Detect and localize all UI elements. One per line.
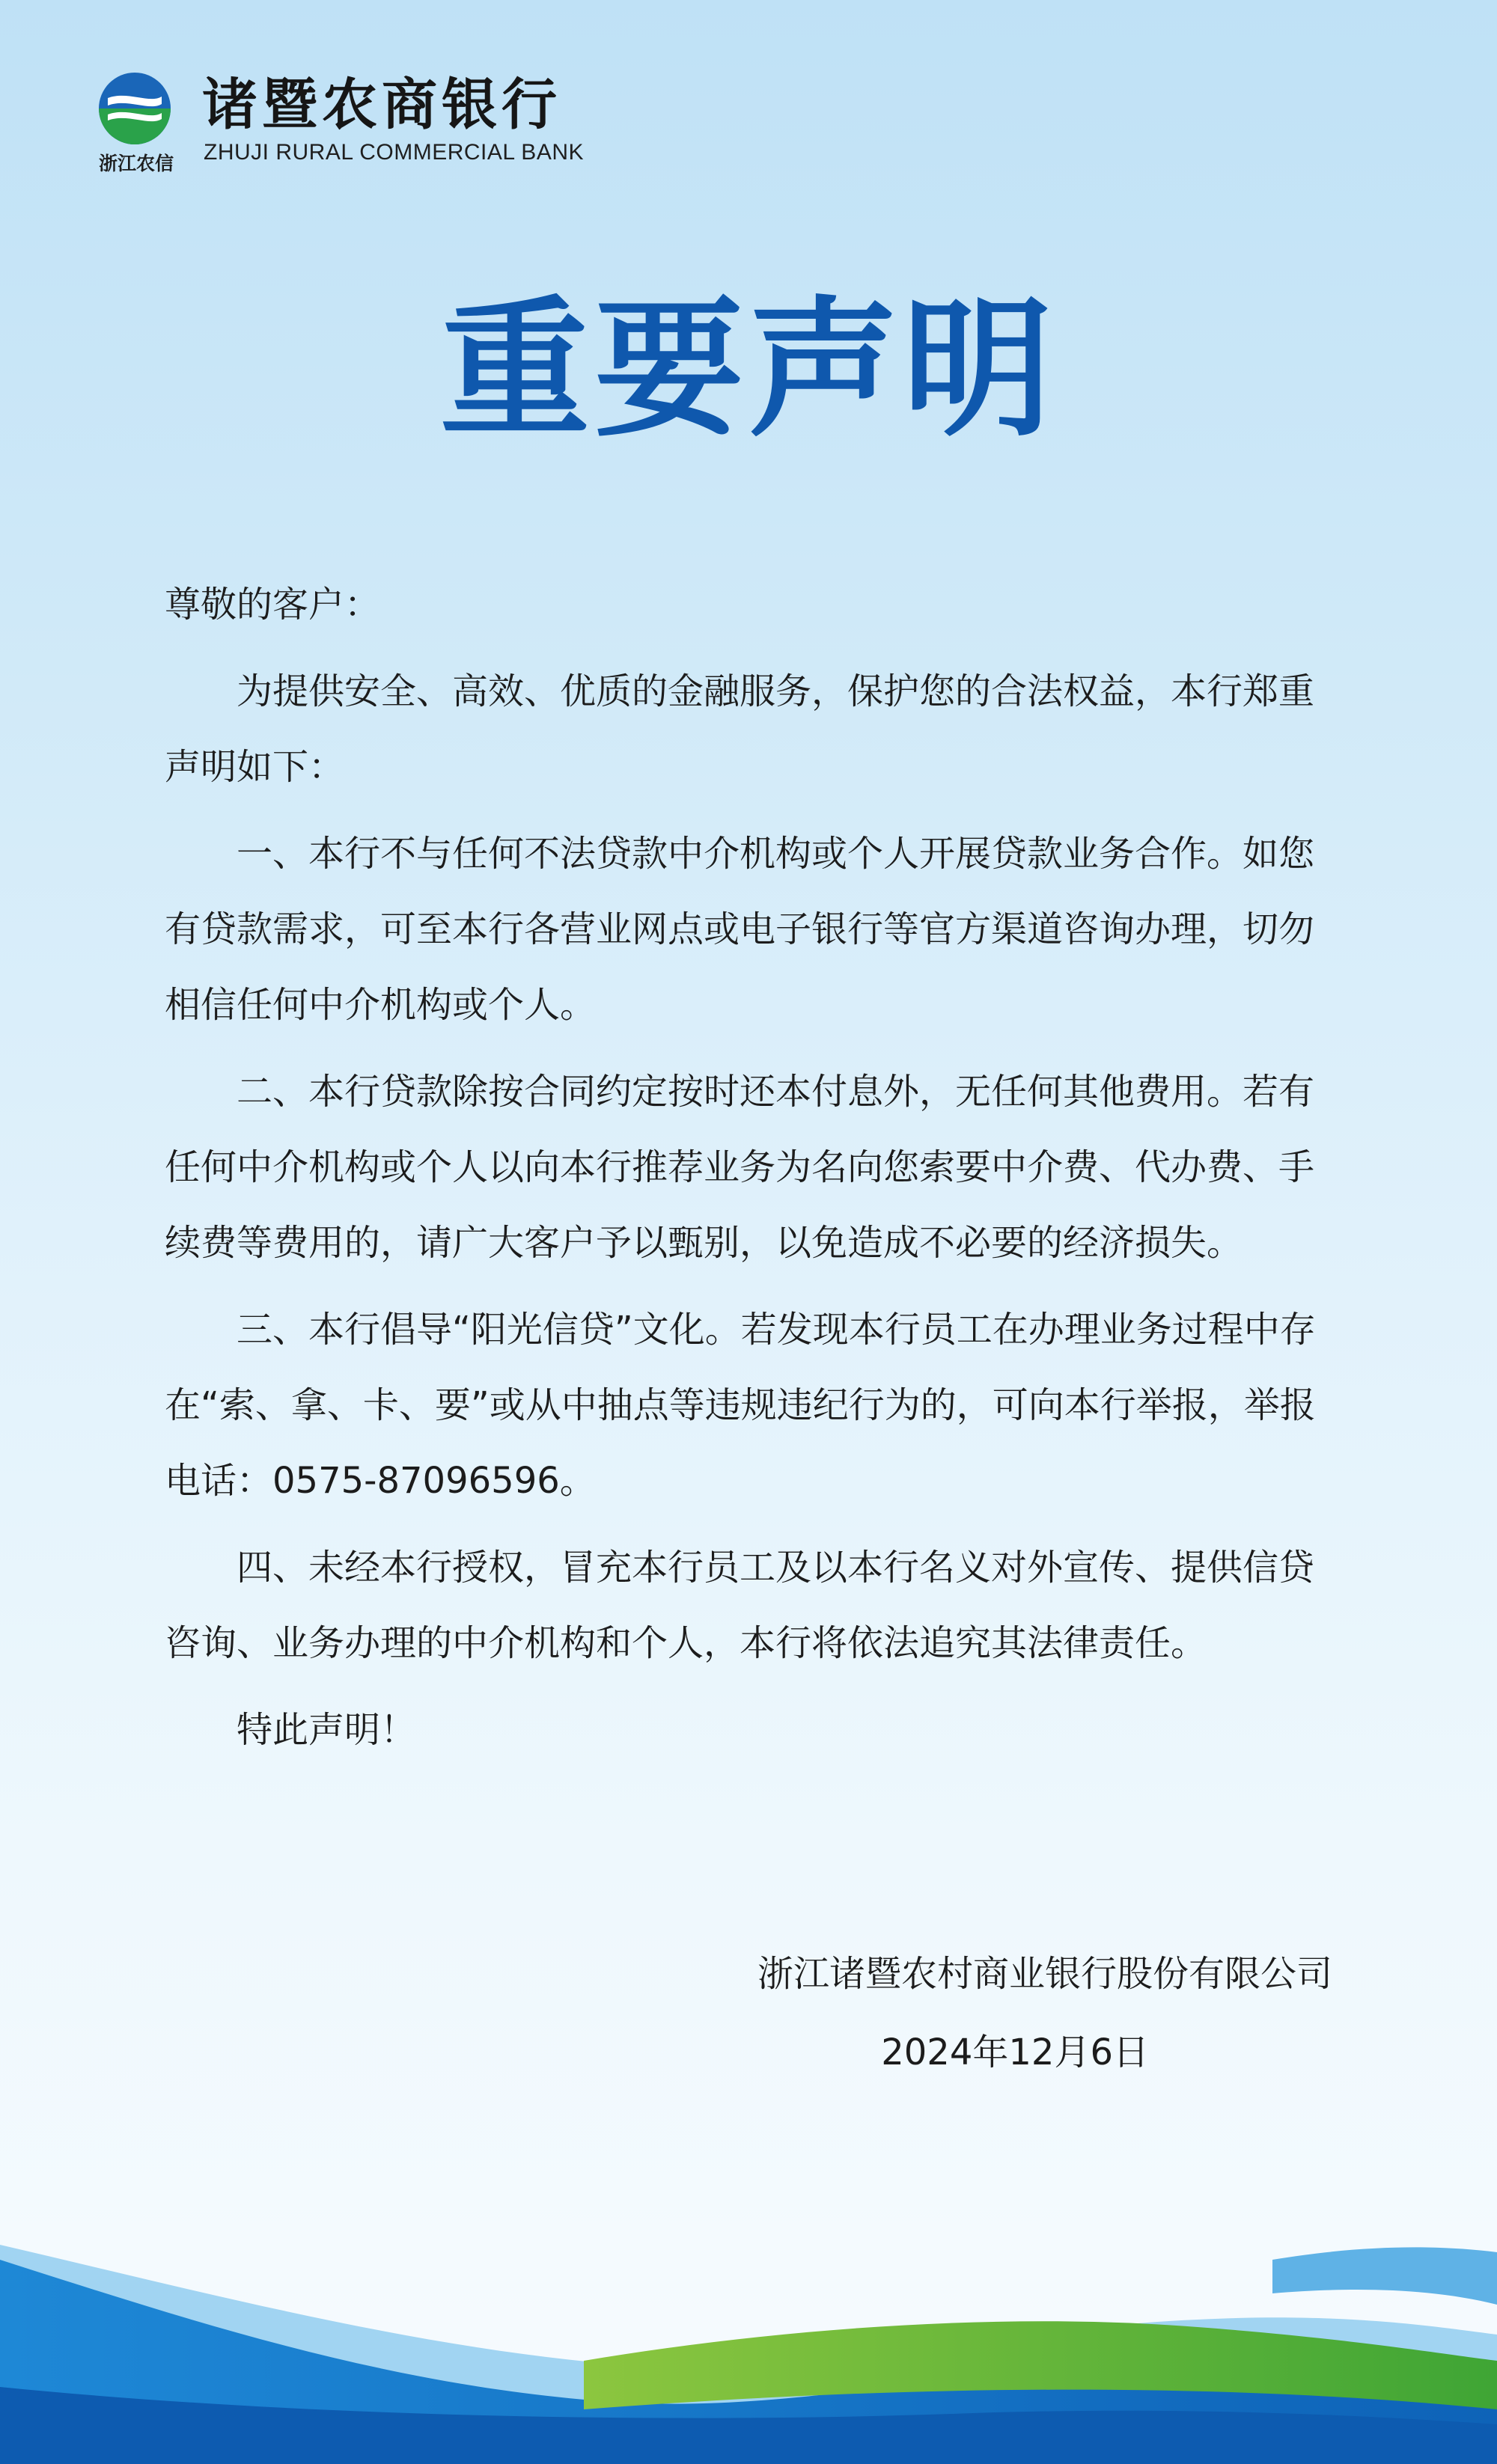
statement-body bbox=[165, 567, 1336, 1768]
signature-organization: 浙江诸暨农村商业银行股份有限公司 bbox=[757, 1953, 1332, 1995]
greeting: 尊敬的客户： bbox=[165, 584, 381, 626]
bank-header bbox=[97, 71, 585, 183]
bank-name-english: ZHUJI RURAL COMMERCIAL BANK bbox=[204, 140, 585, 165]
clause-1: 一、本行不与任何不法贷款中介机构或个人开展贷款业务合作。如您有贷款需求，可至本行各营业网点或电子银行等官方渠道咨询办理，切勿相信任何中介机构或个人。 bbox=[165, 833, 1315, 1026]
clause-4: 四、未经本行授权，冒充本行员工及以本行名义对外宣传、提供信贷咨询、业务办理的中介机构和个人，本行将依法追究其法律责任。 bbox=[165, 1547, 1315, 1664]
clause-2: 二、本行贷款除按合同约定按时还本付息外，无任何其他费用。若有任何中介机构或个人以向本行推荐业务为名向您索要中介费、代办费、手续费等费用的，请广大客户予以甄别，以免造成不必要的经济损失。 bbox=[165, 1071, 1315, 1264]
closing-line: 特此声明！ bbox=[237, 1709, 417, 1751]
logo-subtitle: 浙江农信 bbox=[98, 153, 174, 174]
signature-date: 2024年12月6日 bbox=[881, 2032, 1149, 2073]
zhejiang-rural-credit-logo-icon bbox=[97, 71, 172, 146]
clause-3: 三、本行倡导“阳光信贷”文化。若发现本行员工在办理业务过程中存在“索、拿、卡、要”或从中抽点等违规违纪行为的，可向本行举报，举报电话：0575-87096596。 bbox=[165, 1309, 1316, 1502]
decorative-waves bbox=[0, 2215, 1497, 2464]
bank-name-chinese: 诸暨农商银行 bbox=[202, 73, 561, 137]
page-title: 重要声明 bbox=[439, 283, 1057, 457]
intro-paragraph: 为提供安全、高效、优质的金融服务，保护您的合法权益，本行郑重声明如下： bbox=[165, 670, 1315, 788]
